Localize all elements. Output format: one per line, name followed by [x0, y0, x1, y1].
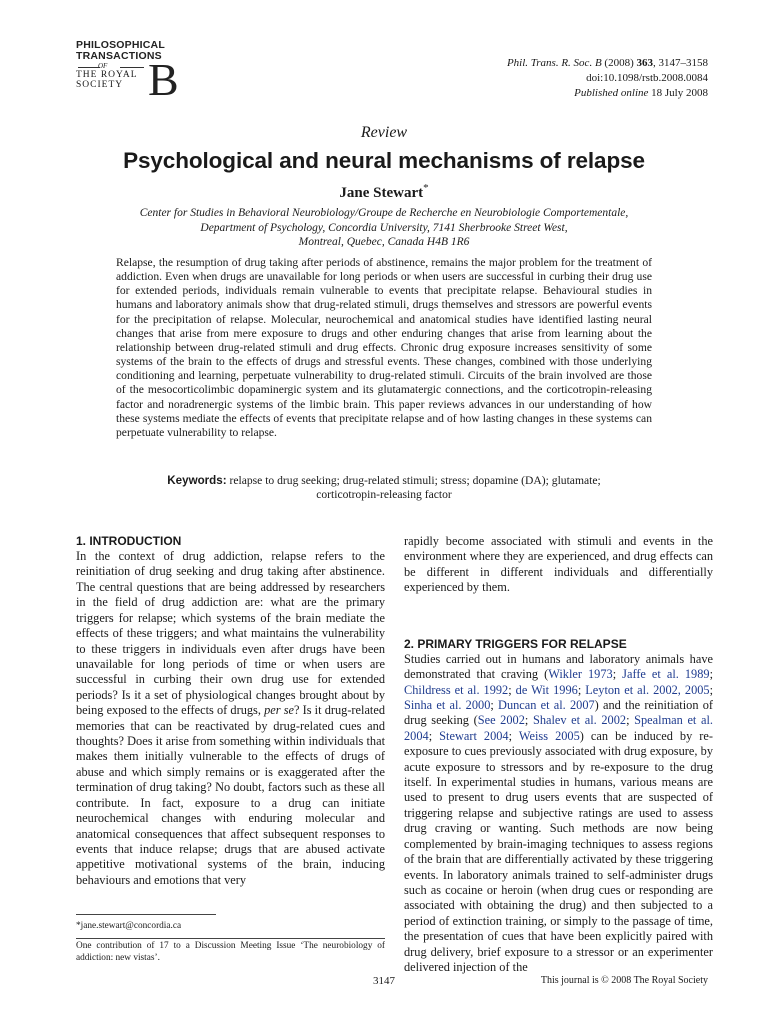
- logo-text-philosophical: PHILOSOPHICAL: [76, 39, 165, 51]
- author-name: Jane Stewart: [339, 185, 424, 201]
- citation-year: (2008): [604, 57, 634, 69]
- journal-logo: [76, 39, 188, 105]
- affiliation-line: Department of Psychology, Concordia University, 7141 Sherbrooke Street West,: [200, 221, 568, 234]
- citation-line: [507, 56, 708, 71]
- paragraph-introduction-continued: rapidly become associated with stimuli and events in the environment where they are experienced, and drug effects can be different in different individuals and differentially experienced by them.: [404, 534, 713, 595]
- section-heading-introduction: 1. INTRODUCTION: [76, 534, 182, 548]
- affiliation-line: Center for Studies in Behavioral Neurobiology/Groupe de Recherche en Neurobiologie Comportementale,: [139, 207, 629, 219]
- abstract: Relapse, the resumption of drug taking after periods of abstinence, remains the major problem for the treatment of addiction. Even when drugs are unavailable for long periods or when users are successful in curbing their drug use for extended periods, individuals remain vulnerable to events that precipitate relapse. Behavioural studies in humans and laboratory animals show that drug-related stimuli, drugs themselves and stressors are powerful events for the precipitation of relapse. Molecular, neurochemical and anatomical studies have identified lasting neural changes that arise from mere exposure to drugs and other enduring changes that arise from learning about the relationship between drug-related stimuli and drug effects. Chronic drug exposure increases sensitivity of some systems of the brain to the effects of drugs and stressful events. These changes, combined with those underlying conditioning and learning, perpetuate vulnerability to drug-related stimuli. Circuits of the brain involved are those of the mesocorticolimbic dopaminergic system and its glutamatergic connections, and the corticotropin-releasing factor and noradrenergic systems of the limbic brain. This paper reviews advances in our understanding of how these systems mediate the effects of events that precipitate relapse and of how lasting changes in these systems can perpetuate vulnerability to relapse.: [116, 256, 652, 439]
- published-line: [507, 86, 708, 101]
- section-heading-primary-triggers: 2. PRIMARY TRIGGERS FOR RELAPSE: [404, 636, 627, 651]
- logo-rule: [78, 67, 100, 68]
- body-column-left: [76, 534, 385, 888]
- footnote-rule: [76, 938, 385, 939]
- citation-volume: 363: [636, 57, 653, 69]
- published-date: 18 July 2008: [648, 87, 708, 99]
- contribution-note: One contribution of 17 to a Discussion Meeting Issue ‘The neurobiology of addiction: new vistas’.: [76, 941, 385, 963]
- citation-link[interactable]: de Wit 1996: [515, 682, 578, 697]
- affiliation: [100, 206, 668, 250]
- author-line: [0, 182, 768, 202]
- keywords-label: Keywords:: [167, 474, 227, 487]
- keywords-list-cont: corticotropin-releasing factor: [316, 488, 452, 502]
- logo-letter: B: [148, 54, 179, 105]
- citation-pages: , 3147–3158: [653, 57, 708, 69]
- keywords-list: relapse to drug seeking; drug-related stimuli; stress; dopamine (DA); glutamate;: [226, 474, 601, 487]
- citation-link[interactable]: Wikler 1973: [548, 667, 613, 682]
- citation-link[interactable]: Jaffe et al. 1989: [622, 667, 710, 682]
- citation-link[interactable]: Leyton et al. 2002, 2005: [585, 682, 710, 697]
- citation-link[interactable]: Spealman et al. 2004: [404, 713, 713, 743]
- citation-block: [507, 56, 708, 101]
- logo-text-the-royal: THE ROYAL: [76, 70, 138, 80]
- logo-text-transactions: TRANSACTIONS: [76, 50, 162, 62]
- citation-link[interactable]: Weiss 2005: [518, 728, 580, 743]
- keywords: [116, 474, 652, 502]
- article-type: Review: [360, 124, 408, 141]
- copyright-notice: This journal is © 2008 The Royal Society: [540, 975, 708, 986]
- paragraph-primary-triggers: Studies carried out in humans and laboratory animals have demonstrated that craving (Wikler 1973; Jaffe et al. 1989; Childress et al. 1992; de Wit 1996; Leyton et al. 2002, 2005; Sinha et al. 2000; Duncan et al. 2007) and the reinitiation of drug seeking (See 2002; Shalev et al. 2002; Spealman et al. 2004; Stewart 2004; Weiss 2005) can be induced by re-exposure to cues previously associated with drug exposure, by acute exposure to stressors and by re-exposure to the drug itself. In experimental studies in humans, various means are used to present to drug users events that are suspected of triggering relapse and subjective ratings are used to assess drug craving or wanting. Such methods are now being complemented by brain-imaging techniques to assess regions of the brain that are differentially activated by these triggering events. In laboratory animals trained to self-administer drugs such as cocaine or heroin (when drug cues or responding are associated with obtaining the drug) and then subjected to a period of extinction training, or simply to the passage of time, the presentation of cues that have been explicitly paired with drug delivery, brief exposure to a stressor or an experimenter delivered injection of the: [404, 651, 714, 975]
- logo-text-of: OF: [98, 62, 108, 70]
- body-column-right: [404, 534, 713, 976]
- italic-phrase: per se: [264, 703, 294, 718]
- citation-link[interactable]: Shalev et al. 2002: [532, 713, 627, 728]
- author-footnote-mark: *: [423, 182, 429, 194]
- paragraph-introduction: In the context of drug addiction, relapse refers to the reinitiation of drug seeking and drug taking after abstinence. The central questions that are being addressed by researchers in the field of drug addiction are: what are the primary triggers for relapse; which systems of the brain mediate the effects of these triggers; and what maintains the vulnerability to these triggers in individuals even after drugs have been unavailable for long periods of time or when users are successful in curbing their own drug use for extended periods? Is it a set of physiological changes brought about by being exposed to the effects of drugs, per se? Is it drug-related memories that can be reactivated by drug-related cues and thoughts? Does it arise from something within individuals that makes them initially vulnerable to the effects of drugs of abuse and which simply remains or is exaggerated after the termination of drug taking? No doubt, factors such as these all contribute. In fact, exposure to a drug can initiate neurochemical changes with enduring molecular and anatomical consequences that affect subsequent responses to events that induce relapse; drugs that are abused activate appetitive motivational systems of the brain, inducing behaviours and emotions that very: [76, 549, 386, 887]
- citation-link[interactable]: Sinha et al. 2000: [404, 697, 491, 712]
- published-label: Published online: [574, 87, 649, 99]
- citation-link[interactable]: Duncan et al. 2007: [498, 697, 595, 712]
- page-number: 3147: [373, 975, 395, 987]
- article-title: Psychological and neural mechanisms of relapse: [123, 148, 645, 173]
- journal-name: Phil. Trans. R. Soc. B: [506, 57, 602, 69]
- citation-link[interactable]: Childress et al. 1992: [404, 682, 509, 697]
- citation-link[interactable]: See 2002: [477, 713, 525, 728]
- doi: doi:10.1098/rstb.2008.0084: [586, 72, 708, 84]
- footnote-separator: [76, 914, 216, 915]
- author-email[interactable]: *jane.stewart@concordia.ca: [76, 921, 182, 931]
- citation-link[interactable]: Stewart 2004: [439, 728, 509, 743]
- footnotes: [76, 920, 385, 964]
- affiliation-line: Montreal, Quebec, Canada H4B 1R6: [298, 236, 470, 249]
- logo-text-society: SOCIETY: [76, 80, 124, 90]
- logo-rule: [120, 67, 144, 68]
